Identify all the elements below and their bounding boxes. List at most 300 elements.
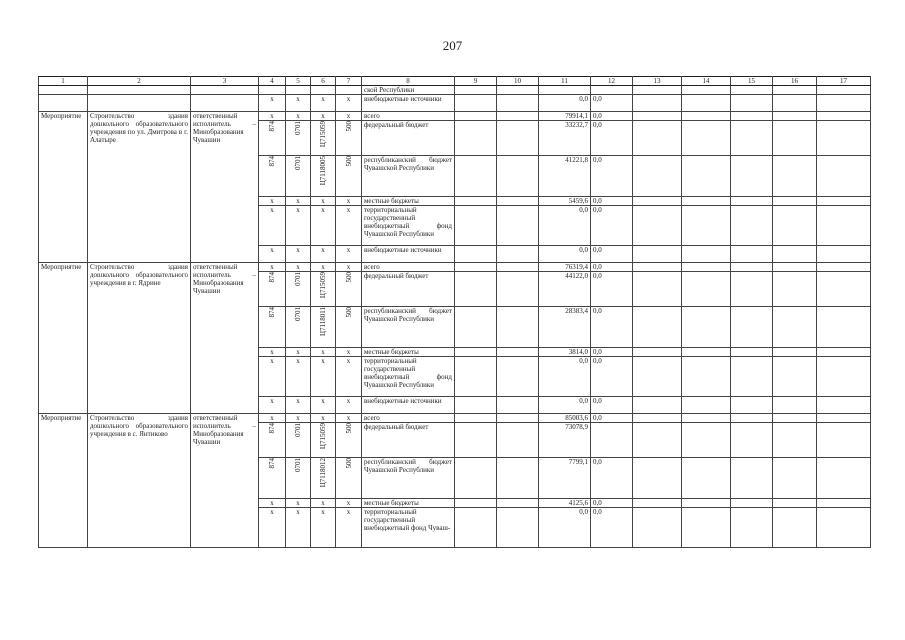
empty-cell [633,263,682,272]
code-cell [259,246,286,263]
amount-col11: 5459,6 [539,197,591,206]
code-cell [259,397,286,414]
empty-cell [497,95,539,112]
code-value: х [296,112,300,120]
column-number: 12 [591,77,633,86]
empty-cell [455,121,497,156]
code-cell [336,121,362,156]
code-value: 874 [268,121,276,132]
code-cell [311,307,336,348]
code-value: х [296,263,300,271]
empty-cell [455,156,497,197]
amount-col11: 28383,4 [539,307,591,348]
code-cell [259,263,286,272]
code-value: х [346,206,351,214]
empty-cell [773,246,817,263]
code-value: 874 [268,458,276,469]
funding-source: внебюджетные источники [362,397,455,414]
empty-cell [731,95,773,112]
empty-cell [633,95,682,112]
column-number-header [39,77,871,86]
empty-cell [39,86,88,95]
funding-source: ской Республики [362,86,455,95]
empty-cell [731,458,773,499]
code-value: х [346,95,351,103]
code-value: Ц7118005 [319,156,327,186]
code-value: х [321,246,325,254]
empty-cell [633,499,682,508]
code-cell [311,397,336,414]
code-value: 0701 [294,121,302,135]
code-cell [336,156,362,197]
amount-col12: 0,0 [591,307,633,348]
empty-cell [455,307,497,348]
empty-cell [633,112,682,121]
code-value: х [270,357,274,365]
funding-source: республиканский бюджет Чувашской Республики [362,458,455,499]
code-cell [286,508,311,548]
table-row [39,112,871,121]
code-value: х [346,246,351,254]
empty-cell [286,86,311,95]
funding-source: территориальный государственный внебюджетный фонд Чувашской Республики [362,206,455,246]
amount-col11: 73078,9 [539,423,591,458]
amount-col11: 41221,8 [539,156,591,197]
empty-cell [497,86,539,95]
code-value: 874 [268,307,276,318]
code-cell [311,121,336,156]
empty-cell [817,121,871,156]
funding-source: местные бюджеты [362,197,455,206]
empty-cell [682,206,731,246]
code-cell [311,348,336,357]
empty-cell [497,423,539,458]
empty-cell [39,95,88,112]
funding-source: федеральный бюджет [362,121,455,156]
measure-kind: Мероприятие [39,414,88,548]
code-value: х [270,263,274,271]
code-cell [336,197,362,206]
code-value: х [346,263,351,271]
empty-cell [497,121,539,156]
empty-cell [455,197,497,206]
empty-cell [455,423,497,458]
code-cell [311,206,336,246]
empty-cell [682,95,731,112]
code-cell [259,458,286,499]
empty-cell [731,121,773,156]
empty-cell [497,348,539,357]
empty-cell [773,397,817,414]
amount-col12: 0,0 [591,508,633,548]
empty-cell [731,508,773,548]
code-cell [336,357,362,397]
code-cell [259,499,286,508]
code-value: х [296,348,300,356]
column-number: 8 [362,77,455,86]
code-cell [336,508,362,548]
empty-cell [817,423,871,458]
amount-col11: 44122,0 [539,272,591,307]
column-number: 5 [286,77,311,86]
code-value: х [270,246,274,254]
code-cell [286,307,311,348]
empty-cell [773,414,817,423]
code-cell [286,197,311,206]
code-value: х [296,499,300,507]
empty-cell [731,206,773,246]
empty-cell [731,499,773,508]
empty-cell [633,246,682,263]
code-value: х [321,348,325,356]
code-cell [286,272,311,307]
amount-col11: 4125,6 [539,499,591,508]
code-cell [336,397,362,414]
column-number: 16 [773,77,817,86]
column-number: 3 [191,77,259,86]
empty-cell [455,508,497,548]
empty-cell [633,156,682,197]
amount-col11: 0,0 [539,246,591,263]
empty-cell [539,86,591,95]
code-cell [259,112,286,121]
code-cell [336,263,362,272]
empty-cell [682,272,731,307]
code-value: х [296,357,300,365]
empty-cell [731,423,773,458]
empty-cell [682,307,731,348]
code-value: х [270,197,274,205]
code-cell [286,397,311,414]
empty-cell [311,86,336,95]
empty-cell [497,197,539,206]
empty-cell [682,156,731,197]
empty-cell [497,156,539,197]
code-value: х [346,348,351,356]
empty-cell [682,508,731,548]
empty-cell [773,499,817,508]
empty-cell [817,348,871,357]
code-value: Ц715059 [319,121,327,148]
code-value: х [321,263,325,271]
code-cell [286,121,311,156]
empty-cell [682,246,731,263]
code-value: х [296,246,300,254]
empty-cell [817,206,871,246]
code-value: 0701 [294,272,302,286]
responsible-executor: ответственный исполнитель – Минобразования Чувашии [191,414,259,548]
empty-cell [497,508,539,548]
measure-name: Строительство здания дошкольного образовательного учреждения по ул. Дмитрова в г. Алатыре [88,112,191,263]
code-cell [311,458,336,499]
funding-source: внебюджетные источники [362,246,455,263]
code-value: х [321,95,325,103]
code-value: х [270,397,274,405]
empty-cell [455,263,497,272]
code-value: 500 [344,307,353,318]
amount-col12: 0,0 [591,246,633,263]
empty-cell [497,307,539,348]
code-cell [286,263,311,272]
column-number: 1 [39,77,88,86]
empty-cell [773,95,817,112]
empty-cell [633,121,682,156]
funding-source: территориальный государственный внебюджетный фонд Чувашской Республики [362,357,455,397]
code-value: 500 [344,458,353,469]
column-number: 10 [497,77,539,86]
code-value: х [321,206,325,214]
code-cell [311,112,336,121]
amount-col11: 7799,1 [539,458,591,499]
code-value: 500 [344,272,353,283]
amount-col12: 0,0 [591,458,633,499]
empty-cell [773,348,817,357]
amount-col12: 0,0 [591,272,633,307]
empty-cell [817,263,871,272]
funding-source: республиканский бюджет Чувашской Республики [362,307,455,348]
code-cell [259,357,286,397]
code-value: х [346,499,351,507]
amount-col12: 0,0 [591,206,633,246]
code-value: х [321,112,325,120]
empty-cell [817,95,871,112]
empty-cell [88,95,191,112]
empty-cell [682,86,731,95]
code-value: х [346,357,351,365]
code-value: х [296,397,300,405]
table-row [39,414,871,423]
empty-cell [682,397,731,414]
code-value: х [296,508,300,516]
code-value: х [296,414,300,422]
empty-cell [191,86,259,95]
empty-cell [497,263,539,272]
empty-cell [773,272,817,307]
code-cell [259,307,286,348]
table-row [39,86,871,95]
funding-source: всего [362,263,455,272]
code-cell [286,112,311,121]
amount-col11: 33232,7 [539,121,591,156]
empty-cell [773,263,817,272]
empty-cell [817,357,871,397]
code-value: х [270,112,274,120]
amount-col11: 0,0 [539,206,591,246]
code-cell [286,357,311,397]
table-row [39,95,871,112]
empty-cell [817,246,871,263]
empty-cell [633,508,682,548]
column-number: 4 [259,77,286,86]
empty-cell [497,206,539,246]
code-value: х [321,414,325,422]
amount-col12: 0,0 [591,499,633,508]
empty-cell [731,307,773,348]
responsible-executor: ответственный исполнитель – Минобразования Чувашии [191,263,259,414]
code-value: 874 [268,156,276,167]
amount-col12: 0,0 [591,348,633,357]
empty-cell [455,397,497,414]
amount-col12: 0,0 [591,197,633,206]
code-cell [286,458,311,499]
code-value: 0701 [294,458,302,472]
code-value: х [270,95,274,103]
empty-cell [191,95,259,112]
code-value: х [321,499,325,507]
empty-cell [455,272,497,307]
empty-cell [773,86,817,95]
column-number: 11 [539,77,591,86]
empty-cell [773,307,817,348]
code-cell [286,206,311,246]
empty-cell [731,86,773,95]
amount-col12: 0,0 [591,121,633,156]
code-value: х [296,95,300,103]
empty-cell [817,197,871,206]
empty-cell [773,197,817,206]
empty-cell [455,112,497,121]
empty-cell [633,423,682,458]
code-cell [311,414,336,423]
empty-cell [259,86,286,95]
empty-cell [455,86,497,95]
code-value: х [346,414,351,422]
code-value: х [270,206,274,214]
empty-cell [633,397,682,414]
code-cell [259,272,286,307]
code-cell [286,348,311,357]
code-value: Ц715059 [319,272,327,299]
empty-cell [817,112,871,121]
code-value: х [270,508,274,516]
empty-cell [633,197,682,206]
code-cell [336,348,362,357]
code-value: Ц7118011 [319,307,327,337]
funding-source: всего [362,414,455,423]
amount-col12: 0,0 [591,112,633,121]
amount-col12: 0,0 [591,414,633,423]
funding-source: местные бюджеты [362,499,455,508]
empty-cell [817,307,871,348]
column-number: 6 [311,77,336,86]
amount-col11: 76319,4 [539,263,591,272]
code-value: х [296,206,300,214]
code-value: Ц7118012 [319,458,327,488]
empty-cell [817,397,871,414]
empty-cell [682,423,731,458]
amount-col11: 0,0 [539,95,591,112]
code-cell [336,272,362,307]
column-number: 7 [336,77,362,86]
empty-cell [633,307,682,348]
column-number: 15 [731,77,773,86]
code-cell [311,499,336,508]
code-value: х [346,397,351,405]
empty-cell [731,246,773,263]
empty-cell [633,414,682,423]
empty-cell [455,206,497,246]
amount-col12: 0,0 [591,95,633,112]
code-value: 500 [344,121,353,132]
measure-kind: Мероприятие [39,112,88,263]
funding-source: федеральный бюджет [362,272,455,307]
amount-col12 [591,423,633,458]
code-value: х [321,508,325,516]
code-cell [286,246,311,263]
code-value: 874 [268,272,276,283]
code-value: 0701 [294,423,302,437]
code-cell [311,246,336,263]
empty-cell [731,112,773,121]
empty-cell [633,348,682,357]
empty-cell [633,206,682,246]
empty-cell [817,414,871,423]
funding-source: территориальный государственный внебюджетный фонд Чуваш- [362,508,455,548]
empty-cell [497,357,539,397]
code-cell [336,499,362,508]
code-cell [259,423,286,458]
code-cell [311,357,336,397]
code-cell [336,112,362,121]
code-cell [259,121,286,156]
column-number: 2 [88,77,191,86]
empty-cell [633,357,682,397]
empty-cell [682,121,731,156]
amount-col12: 0,0 [591,397,633,414]
code-cell [336,95,362,112]
empty-cell [497,246,539,263]
code-cell [259,348,286,357]
code-cell [311,95,336,112]
code-value: Ц715059 [319,423,327,450]
empty-cell [773,121,817,156]
empty-cell [455,458,497,499]
empty-cell [817,499,871,508]
empty-cell [682,263,731,272]
empty-cell [633,458,682,499]
code-cell [336,206,362,246]
measure-name: Строительство здания дошкольного образовательного учреждения в с. Янтиково [88,414,191,548]
empty-cell [633,272,682,307]
code-value: х [346,197,351,205]
empty-cell [682,458,731,499]
code-value: 500 [344,423,353,434]
amount-col12: 0,0 [591,357,633,397]
funding-source: внебюджетные источники [362,95,455,112]
empty-cell [817,86,871,95]
empty-cell [455,499,497,508]
code-cell [336,423,362,458]
code-cell [311,263,336,272]
code-cell [259,414,286,423]
empty-cell [682,348,731,357]
code-value: х [346,508,351,516]
code-value: 0701 [294,156,302,170]
code-value: 0701 [294,307,302,321]
empty-cell [731,397,773,414]
empty-cell [773,458,817,499]
code-cell [286,414,311,423]
measure-kind: Мероприятие [39,263,88,414]
empty-cell [497,458,539,499]
empty-cell [455,348,497,357]
empty-cell [455,246,497,263]
empty-cell [682,357,731,397]
code-value: 500 [344,156,353,167]
code-cell [336,458,362,499]
code-value: х [270,414,274,422]
amount-col11: 0,0 [539,357,591,397]
